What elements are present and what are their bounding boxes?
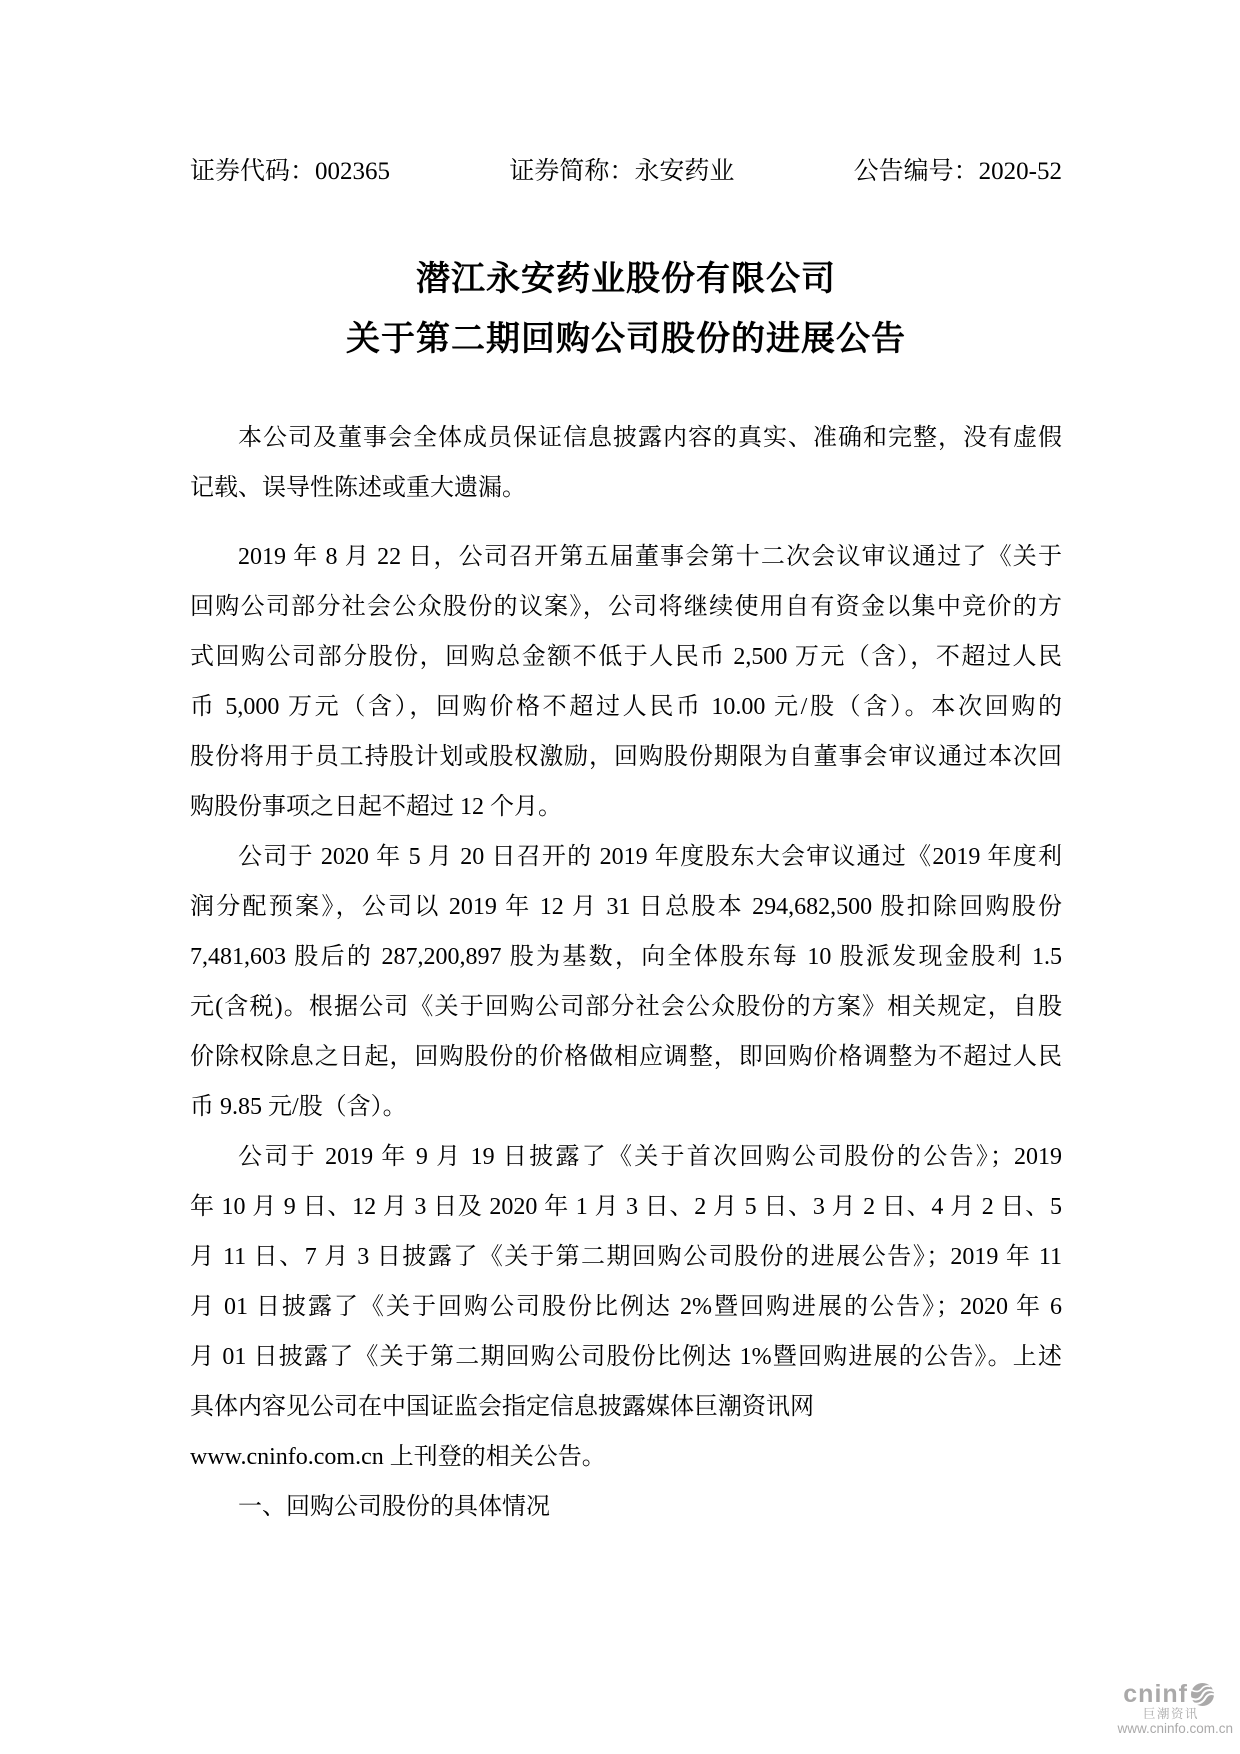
- text-line: 具体内容见公司在中国证监会指定信息披露媒体巨潮资讯网: [190, 1394, 814, 1420]
- text-line: 润分配预案》，公司以 2019 年 12 月 31 日总股本 294,682,500 股扣除回购股份: [190, 894, 1062, 920]
- cninfo-url-text: www.cninfo.com.cn: [1117, 1721, 1233, 1736]
- text-line: 价除权除息之日起，回购股份的价格做相应调整，即回购价格调整为不超过人民: [190, 1044, 1062, 1070]
- dividend-adjustment-paragraph: [190, 832, 1062, 1132]
- text-line: 月 01 日披露了《关于回购公司股份比例达 2%暨回购进展的公告》；2020 年 6: [190, 1294, 1062, 1320]
- announcement-number: 公告编号：2020-52: [853, 158, 1062, 185]
- text-line: 本公司及董事会全体成员保证信息披露内容的真实、准确和完整，没有虚假: [238, 425, 1062, 451]
- stock-code: 证券代码：002365: [190, 158, 391, 185]
- text-line: 记载、误导性陈述或重大遗漏。: [190, 475, 526, 501]
- text-line: 购股份事项之日起不超过 12 个月。: [190, 794, 562, 820]
- section-one-heading: [190, 1482, 1062, 1532]
- globe-swirl-icon: [1190, 1682, 1215, 1707]
- cninfo-brand-text: cninf: [1123, 1680, 1188, 1708]
- stock-name: 证券简称：永安药业: [509, 158, 735, 185]
- announcement-title: 关于第二期回购公司股份的进展公告: [346, 320, 906, 358]
- text-line: 7,481,603 股后的 287,200,897 股为基数，向全体股东每 10 股派发现金股利 1.5: [190, 944, 1062, 970]
- document-header: [190, 154, 1062, 189]
- text-line: 2019 年 8 月 22 日，公司召开第五届董事会第十二次会议审议通过了《关于: [238, 544, 1062, 570]
- text-line: 币 5,000 万元（含），回购价格不超过人民币 10.00 元/股（含）。本次回购的: [190, 694, 1062, 720]
- buyback-plan-paragraph: [190, 532, 1062, 832]
- cninfo-brand-row: [1103, 1682, 1235, 1707]
- text-line: 式回购公司部分股份，回购总金额不低于人民币 2,500 万元（含），不超过人民: [190, 644, 1062, 670]
- text-line: 币 9.85 元/股（含）。: [190, 1094, 407, 1120]
- text-line: 年 10 月 9 日、12 月 3 日及 2020 年 1 月 3 日、2 月 5 日、3 月 2 日、4 月 2 日、5: [190, 1194, 1062, 1220]
- cninfo-watermark-logo: [1103, 1682, 1235, 1737]
- disclosure-history-paragraph: [190, 1132, 1062, 1482]
- disclaimer-paragraph: [190, 413, 1062, 513]
- company-name-title: 潜江永安药业股份有限公司: [416, 260, 836, 298]
- text-line: 元(含税)。根据公司《关于回购公司部分社会公众股份的方案》相关规定，自股: [190, 994, 1062, 1020]
- text-line: 回购公司部分社会公众股份的议案》，公司将继续使用自有资金以集中竞价的方: [190, 594, 1062, 620]
- text-line: 公司于 2020 年 5 月 20 日召开的 2019 年度股东大会审议通过《2019 年度利: [238, 844, 1062, 870]
- text-line: 月 11 日、7 月 3 日披露了《关于第二期回购公司股份的进展公告》；2019 年 11: [190, 1244, 1062, 1270]
- document-body: [190, 413, 1062, 1532]
- cninfo-chinese-name: 巨潮资讯: [1142, 1707, 1199, 1721]
- text-line: 公司于 2019 年 9 月 19 日披露了《关于首次回购公司股份的公告》；2019: [238, 1144, 1062, 1170]
- text-line: www.cninfo.com.cn 上刊登的相关公告。: [190, 1444, 606, 1470]
- section-heading-line: 一、回购公司股份的具体情况: [238, 1494, 550, 1520]
- text-line: 月 01 日披露了《关于第二期回购公司股份比例达 1%暨回购进展的公告》。上述: [190, 1344, 1062, 1370]
- text-line: 股份将用于员工持股计划或股权激励，回购股份期限为自董事会审议通过本次回: [190, 744, 1062, 770]
